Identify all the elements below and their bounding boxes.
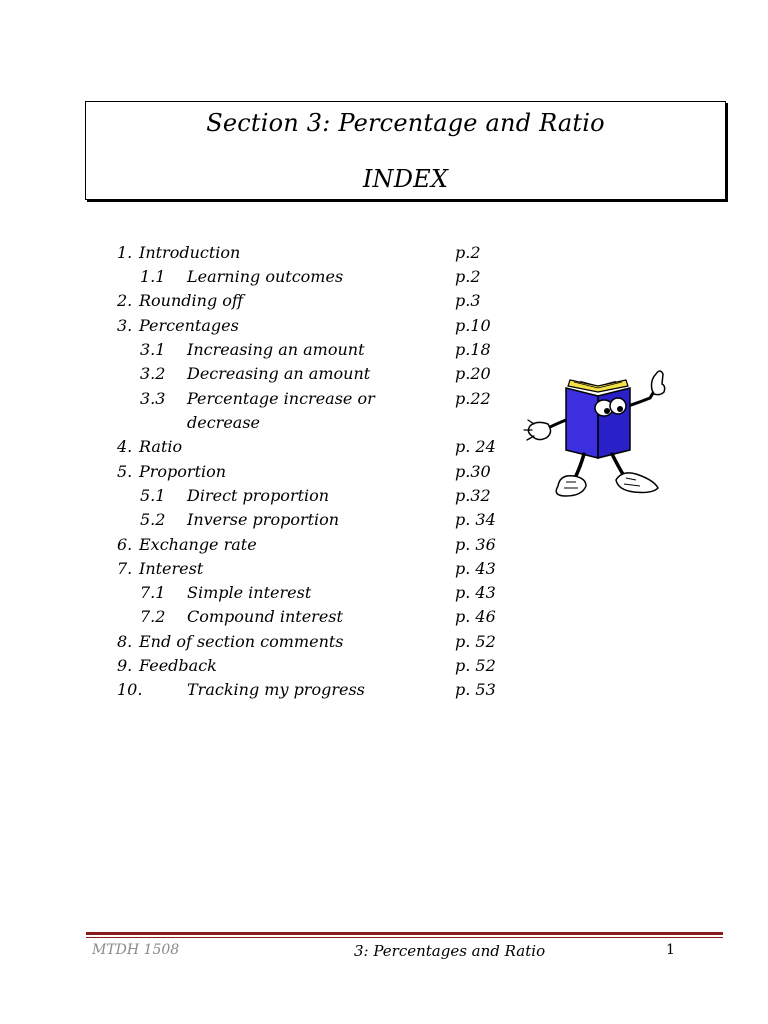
footer-rule	[86, 932, 723, 935]
page-number: 1	[666, 942, 675, 958]
course-code: MTDH 1508	[92, 942, 180, 958]
section-title: Section 3: Percentage and Ratio	[206, 109, 605, 137]
index-heading: INDEX	[362, 165, 449, 193]
footer-rule-thin	[86, 937, 723, 938]
title-box	[85, 101, 726, 200]
footer-section-title: 3: Percentages and Ratio	[354, 942, 546, 960]
book-mascot-illustration	[522, 362, 668, 512]
